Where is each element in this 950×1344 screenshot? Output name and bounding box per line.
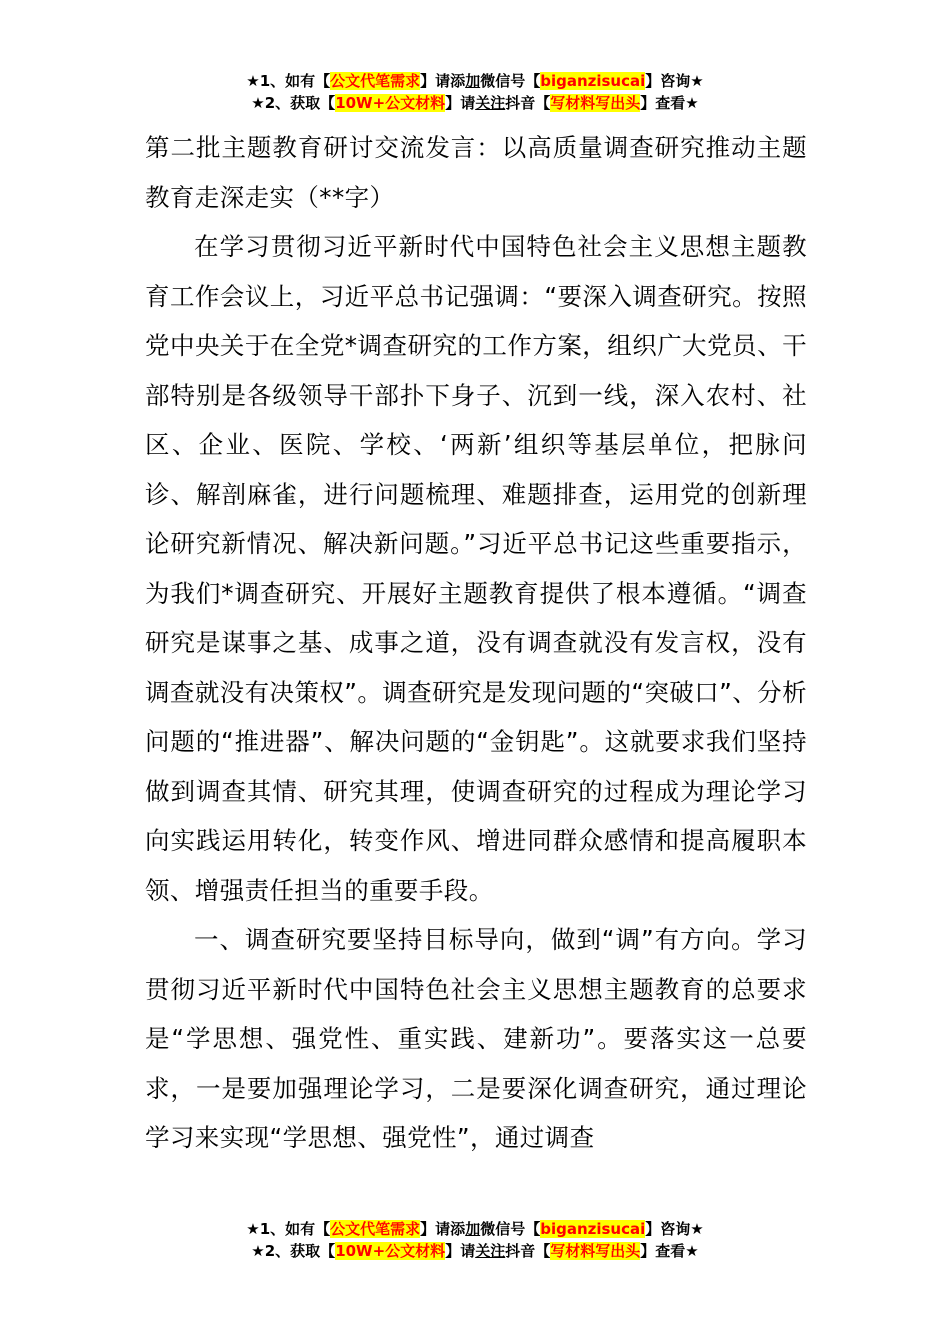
highlight-materials: 10W+公文材料	[335, 94, 446, 112]
highlight-wechat-id: biganzisucai	[540, 72, 646, 90]
highlight-materials: 10W+公文材料	[335, 1242, 446, 1260]
document-body	[145, 123, 807, 1163]
highlight-douyin-account: 写材料写出头	[550, 1242, 641, 1260]
paragraph-intro: 在学习贯彻习近平新时代中国特色社会主义思想主题教育工作会议上，习近平总书记强调：“要深入调查研究。按照党中央关于在全党*调查研究的工作方案，组织广大党员、干部特别是各级领导干部扑下身子、沉到一线，深入农村、社区、企业、医院、学校、‘两新’组织等基层单位，把脉问诊、解剖麻雀，进行问题梳理、难题排查，运用党的创新理论研究新情况、解决新问题。”习近平总书记这些重要指示，为我们*调查研究、开展好主题教育提供了根本遵循。“调查研究是谋事之基、成事之道，没有调查就没有发言权，没有调查就没有决策权”。调查研究是发现问题的“突破口”、分析问题的“推进器”、解决问题的“金钥匙”。这就要求我们坚持做到调查其情、研究其理，使调查研究的过程成为理论学习向实践运用转化，转变作风、增进同群众感情和提高履职本领、增强责任担当的重要手段。	[145, 232, 807, 905]
highlight-douyin-account: 写材料写出头	[550, 94, 641, 112]
highlight-service: 公文代笔需求	[330, 72, 421, 90]
highlight-service: 公文代笔需求	[330, 1220, 421, 1238]
document-title: 第二批主题教育研讨交流发言：以高质量调查研究推动主题教育走深走实（**字）	[145, 133, 807, 212]
promo-line-1: ★1、如有【公文代笔需求】请添加微信号【biganzisucai】咨询★	[246, 72, 704, 90]
promo-line-1: ★1、如有【公文代笔需求】请添加微信号【biganzisucai】咨询★	[246, 1220, 704, 1238]
promo-line-2: ★2、获取【10W+公文材料】请关注抖音【写材料写出头】查看★	[251, 1242, 699, 1260]
promo-banner-bottom	[0, 1218, 950, 1262]
highlight-wechat-id: biganzisucai	[540, 1220, 646, 1238]
paragraph-section-1: 一、调查研究要坚持目标导向，做到“调”有方向。学习贯彻习近平新时代中国特色社会主义思想主题教育的总要求是“学思想、强党性、重实践、建新功”。要落实这一总要求，一是要加强理论学习，二是要深化调查研究，通过理论学习来实现“学思想、强党性”，通过调查	[145, 925, 807, 1152]
promo-banner-top	[0, 70, 950, 114]
promo-line-2: ★2、获取【10W+公文材料】请关注抖音【写材料写出头】查看★	[251, 94, 699, 112]
